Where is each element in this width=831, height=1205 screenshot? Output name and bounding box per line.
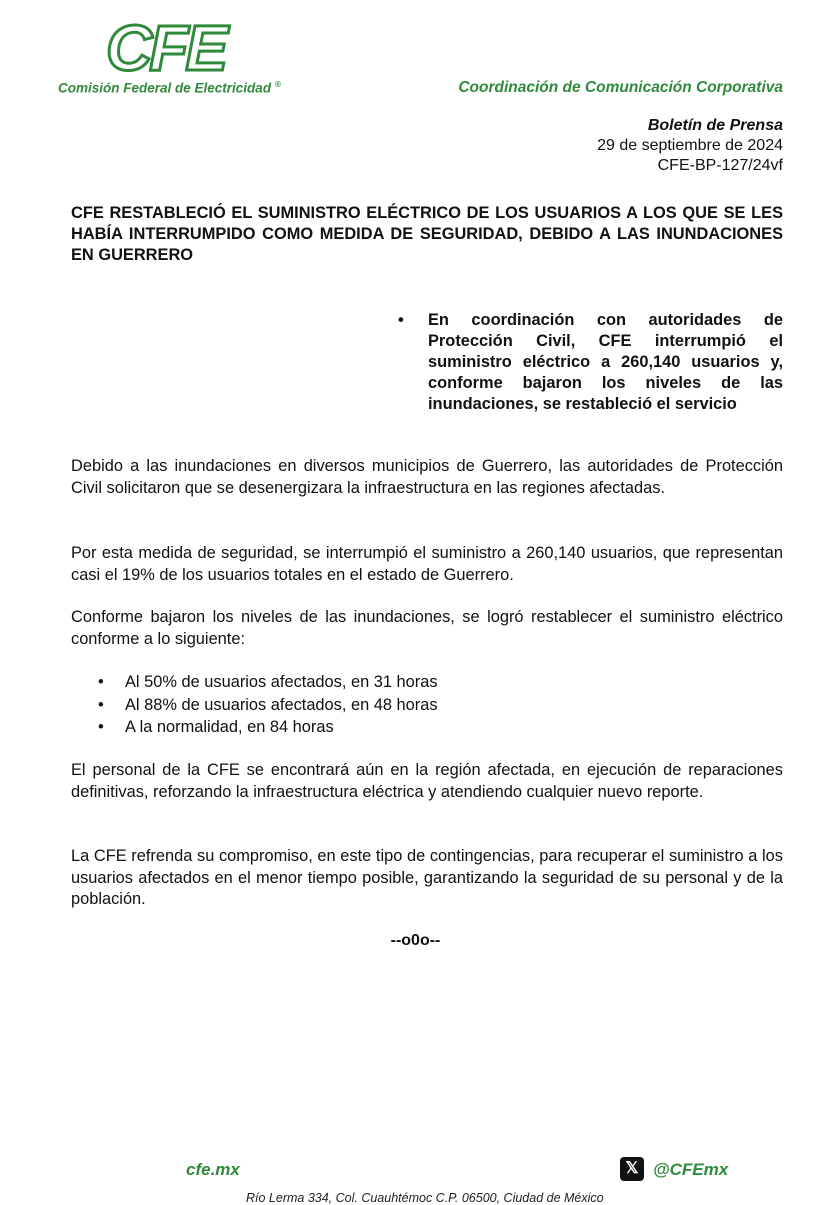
closing-mark: --o0o-- — [390, 932, 441, 949]
bulletin-meta — [597, 116, 783, 176]
paragraph-5: La CFE refrenda su compromiso, en este tipo de contingencias, para recuperar el suministro a los usuarios afectados en el menor tiempo posible, garantizando la seguridad de su personal y de la población. — [71, 847, 783, 908]
bullet-icon: • — [98, 673, 104, 691]
paragraph-1: Debido a las inundaciones en diversos municipios de Guerrero, las autoridades de Protección Civil solicitaron que se desenergizara la infraestructura en las regiones afectadas. — [71, 457, 783, 497]
social-handle-link[interactable]: @CFEmx — [653, 1160, 729, 1179]
registered-mark: ® — [274, 80, 281, 89]
doc-reference: CFE-BP-127/24vf — [657, 157, 783, 174]
paragraph-3: Conforme bajaron los niveles de las inundaciones, se logró restablecer el suministro eléctrico conforme a lo siguiente: — [71, 608, 783, 648]
x-social-icon[interactable]: 𝕏 — [620, 1157, 644, 1181]
list-item — [98, 671, 438, 694]
list-item — [98, 694, 438, 717]
bullet-icon: • — [98, 695, 104, 714]
headline: CFE RESTABLECIÓ EL SUMINISTRO ELÉCTRICO DE LOS USUARIOS A LOS QUE SE LES HABÍA INTERRUMPIDO COMO MEDIDA DE SEGURIDAD, DEBIDO A LAS INUNDACIONES EN GUERRERO — [71, 204, 783, 264]
list-item — [98, 716, 438, 739]
doc-type: Boletín de Prensa — [647, 117, 783, 134]
department-name: Coordinación de Comunicación Corporativa — [458, 79, 783, 96]
cfe-logo — [54, 14, 294, 98]
org-name — [58, 80, 281, 96]
footer-address: Río Lerma 334, Col. Cuauhtémoc C.P. 06500, Ciudad de México — [246, 1191, 604, 1205]
highlight-text: En coordinación con autoridades de Protección Civil, CFE interrumpió el suministro eléctrico a 260,140 usuarios y, conforme bajaron los niveles de las inundaciones, se restableció el servicio — [428, 311, 783, 413]
list-item-text: A la normalidad, en 84 horas — [125, 718, 334, 736]
paragraph-2: Por esta medida de seguridad, se interrumpió el suministro a 260,140 usuarios, que representan casi el 19% de los usuarios totales en el estado de Guerrero. — [71, 544, 783, 584]
recovery-list — [98, 671, 438, 739]
list-item-text: Al 50% de usuarios afectados, en 31 horas — [125, 673, 438, 691]
doc-date: 29 de septiembre de 2024 — [597, 137, 783, 154]
org-name-text: Comisión Federal de Electricidad — [58, 80, 272, 96]
cfe-logo-wordmark: CFE — [106, 12, 225, 84]
list-item-text: Al 88% de usuarios afectados, en 48 horas — [125, 695, 438, 714]
bullet-icon: • — [398, 311, 404, 329]
paragraph-4: El personal de la CFE se encontrará aún en la región afectada, en ejecución de reparaciones definitivas, reforzando la infraestructura eléctrica y atendiendo cualquier nuevo reporte. — [71, 761, 783, 801]
highlight-bullet — [398, 310, 783, 415]
website-link[interactable]: cfe.mx — [186, 1160, 240, 1179]
bullet-icon: • — [98, 718, 104, 736]
